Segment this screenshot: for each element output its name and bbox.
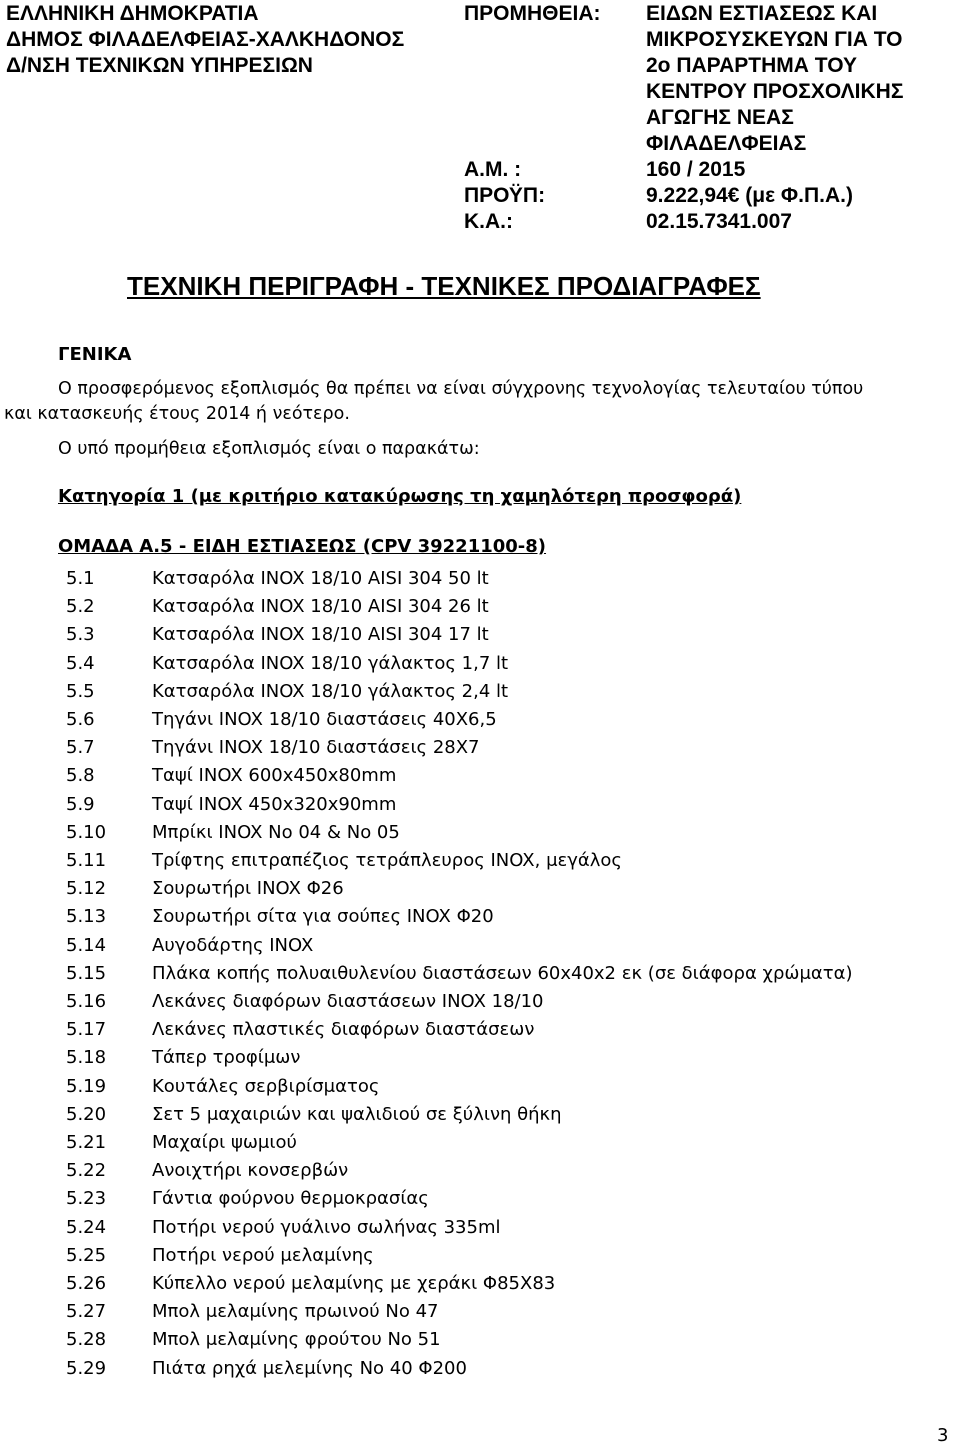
list-item xyxy=(0,1216,960,1244)
item-text: Ποτήρι νερού μελαμίνης xyxy=(152,1244,374,1266)
item-text: Ανοιχτήρι κονσερβών xyxy=(152,1160,349,1182)
supply-value-line-1: ΕΙΔΩΝ ΕΣΤΙΑΣΕΩΣ ΚΑΙ xyxy=(646,2,878,25)
list-item xyxy=(0,1046,960,1074)
item-text: Λεκάνες διαφόρων διαστάσεων INOX 18/10 xyxy=(152,991,544,1012)
list-item xyxy=(0,1075,960,1103)
item-text: Κατσαρόλα INOX 18/10 AISI 304 17 lt xyxy=(152,624,489,646)
org-line-2: ΔΗΜΟΣ ΦΙΛΑΔΕΛΦΕΙΑΣ-ΧΑΛΚΗΔΟΝΟΣ xyxy=(6,28,405,51)
supply-label: ΠΡΟΜΗΘΕΙΑ: xyxy=(464,2,601,25)
item-number: 5.5 xyxy=(66,680,95,702)
supply-value-line-2: ΜΙΚΡΟΣΥΣΚΕΥΩΝ ΓΙΑ ΤΟ xyxy=(646,28,903,51)
budget-label: ΠΡΟΫΠ: xyxy=(464,184,546,207)
list-item xyxy=(0,990,960,1018)
list-item xyxy=(0,1103,960,1131)
item-text: Γάντια φούρνου θερμοκρασίας xyxy=(152,1188,429,1210)
item-text: Ταψί INOX 450x320x90mm xyxy=(152,793,397,815)
item-number: 5.4 xyxy=(66,652,95,674)
item-text: Πιάτα ρηχά μελεμίνης Νο 40 Φ200 xyxy=(152,1357,467,1379)
am-value: 160 / 2015 xyxy=(646,158,746,181)
org-line-1: ΕΛΛΗΝΙΚΗ ΔΗΜΟΚΡΑΤΙΑ xyxy=(6,2,259,25)
category-heading: Κατηγορία 1 (με κριτήριο κατακύρωσης τη χαμηλότερη προσφορά) xyxy=(58,486,742,507)
item-number: 5.6 xyxy=(66,709,95,730)
item-text: Ποτήρι νερού γυάλινο σωλήνας 335ml xyxy=(152,1216,501,1238)
item-number: 5.28 xyxy=(66,1329,107,1351)
item-number: 5.20 xyxy=(66,1103,107,1125)
item-text: Τάπερ τροφίμων xyxy=(152,1047,301,1069)
item-text: Κατσαρόλα INOX 18/10 AISI 304 26 lt xyxy=(152,596,489,618)
item-number: 5.2 xyxy=(66,596,95,618)
list-item xyxy=(0,567,960,595)
item-text: Κατσαρόλα INOX 18/10 γάλακτος 1,7 lt xyxy=(152,652,509,674)
list-item xyxy=(0,595,960,623)
item-text: Σουρωτήρι σίτα για σούπες INOX Φ20 xyxy=(152,906,494,928)
item-number: 5.13 xyxy=(66,906,107,928)
item-text: Κατσαρόλα INOX 18/10 AISI 304 50 lt xyxy=(152,568,489,589)
item-number: 5.17 xyxy=(66,1019,107,1041)
page-number: 3 xyxy=(937,1425,949,1446)
item-text: Μαχαίρι ψωμιού xyxy=(152,1132,297,1153)
am-label: Α.Μ. : xyxy=(464,158,522,181)
list-item xyxy=(0,1018,960,1046)
ka-label: Κ.Α.: xyxy=(464,210,513,233)
list-item xyxy=(0,1272,960,1300)
item-text: Μπολ μελαμίνης φρούτου Νο 51 xyxy=(152,1329,441,1351)
item-number: 5.14 xyxy=(66,934,107,956)
ka-value: 02.15.7341.007 xyxy=(646,210,792,233)
group-heading: ΟΜΑΔΑ Α.5 - ΕΙΔΗ ΕΣΤΙΑΣΕΩΣ (CPV 39221100-8) xyxy=(58,536,547,557)
list-item xyxy=(0,736,960,764)
item-number: 5.15 xyxy=(66,962,107,984)
list-item xyxy=(0,764,960,792)
general-paragraph-line-1: Ο προσφερόμενος εξοπλισμός θα πρέπει να είναι σύγχρονης τεχνολογίας τελευταίου τύπου xyxy=(58,379,864,399)
list-item xyxy=(0,962,960,990)
item-text: Τρίφτης επιτραπέζιος τετράπλευρος INOX, μεγάλος xyxy=(152,850,622,871)
item-number: 5.7 xyxy=(66,737,95,759)
item-number: 5.19 xyxy=(66,1075,107,1097)
item-text: Μπρίκι INOX No 04 & No 05 xyxy=(152,821,400,843)
item-text: Μπολ μελαμίνης πρωινού Νο 47 xyxy=(152,1301,439,1323)
list-item xyxy=(0,680,960,708)
list-item xyxy=(0,934,960,962)
list-item xyxy=(0,652,960,680)
item-number: 5.26 xyxy=(66,1273,107,1294)
item-number: 5.11 xyxy=(66,850,107,871)
org-line-3: Δ/ΝΣΗ ΤΕΧΝΙΚΩΝ ΥΠΗΡΕΣΙΩΝ xyxy=(6,54,313,77)
item-number: 5.16 xyxy=(66,991,107,1012)
list-item xyxy=(0,905,960,933)
supply-value-line-6: ΦΙΛΑΔΕΛΦΕΙΑΣ xyxy=(646,132,807,155)
item-number: 5.22 xyxy=(66,1160,107,1182)
item-number: 5.18 xyxy=(66,1047,107,1069)
budget-value: 9.222,94€ (με Φ.Π.Α.) xyxy=(646,184,853,207)
list-item xyxy=(0,708,960,736)
item-number: 5.23 xyxy=(66,1188,107,1210)
list-item xyxy=(0,793,960,821)
list-item xyxy=(0,1131,960,1159)
item-text: Κύπελλο νερού μελαμίνης με χεράκι Φ85Χ83 xyxy=(152,1273,556,1294)
item-text: Κουτάλες σερβιρίσματος xyxy=(152,1075,380,1097)
list-item xyxy=(0,849,960,877)
item-number: 5.10 xyxy=(66,821,107,843)
list-item xyxy=(0,623,960,651)
general-paragraph-2: Ο υπό προμήθεια εξοπλισμός είναι ο παρακάτω: xyxy=(58,439,480,459)
list-item xyxy=(0,1357,960,1385)
general-heading: ΓΕΝΙΚΑ xyxy=(58,344,132,365)
item-text: Τηγάνι INOX 18/10 διαστάσεις 28Χ7 xyxy=(152,737,480,759)
item-text: Λεκάνες πλαστικές διαφόρων διαστάσεων xyxy=(152,1019,535,1041)
page-title: ΤΕΧΝΙΚΗ ΠΕΡΙΓΡΑΦΗ - ΤΕΧΝΙΚΕΣ ΠΡΟΔΙΑΓΡΑΦΕΣ xyxy=(127,271,761,301)
list-item xyxy=(0,1187,960,1215)
supply-value-line-5: ΑΓΩΓΗΣ ΝΕΑΣ xyxy=(646,106,794,129)
item-number: 5.21 xyxy=(66,1132,107,1153)
item-number: 5.12 xyxy=(66,878,107,900)
supply-value-line-4: ΚΕΝΤΡΟΥ ΠΡΟΣΧΟΛΙΚΗΣ xyxy=(646,80,904,103)
item-number: 5.29 xyxy=(66,1357,107,1379)
list-item xyxy=(0,1244,960,1272)
item-number: 5.1 xyxy=(66,568,95,589)
item-number: 5.9 xyxy=(66,793,95,815)
item-text: Ταψί INOX 600x450x80mm xyxy=(152,765,397,787)
item-text: Σετ 5 μαχαιριών και ψαλιδιού σε ξύλινη θήκη xyxy=(152,1103,562,1125)
general-paragraph-line-2: και κατασκευής έτους 2014 ή νεότερο. xyxy=(4,404,350,424)
item-number: 5.3 xyxy=(66,624,95,646)
item-number: 5.24 xyxy=(66,1216,107,1238)
supply-value-line-3: 2ο ΠΑΡΑΡΤΗΜΑ ΤΟΥ xyxy=(646,54,857,77)
item-number: 5.27 xyxy=(66,1301,107,1323)
item-text: Αυγοδάρτης INOX xyxy=(152,934,314,956)
item-text: Σουρωτήρι INOX Φ26 xyxy=(152,878,344,900)
list-item xyxy=(0,1300,960,1328)
item-number: 5.8 xyxy=(66,765,95,787)
list-item xyxy=(0,1328,960,1356)
list-item xyxy=(0,1159,960,1187)
item-number: 5.25 xyxy=(66,1244,107,1266)
item-text: Τηγάνι INOX 18/10 διαστάσεις 40X6,5 xyxy=(152,709,497,730)
list-item xyxy=(0,821,960,849)
list-item xyxy=(0,877,960,905)
item-text: Πλάκα κοπής πολυαιθυλενίου διαστάσεων 60x40x2 εκ (σε διάφορα χρώματα) xyxy=(152,962,853,984)
item-text: Κατσαρόλα INOX 18/10 γάλακτος 2,4 lt xyxy=(152,680,509,702)
